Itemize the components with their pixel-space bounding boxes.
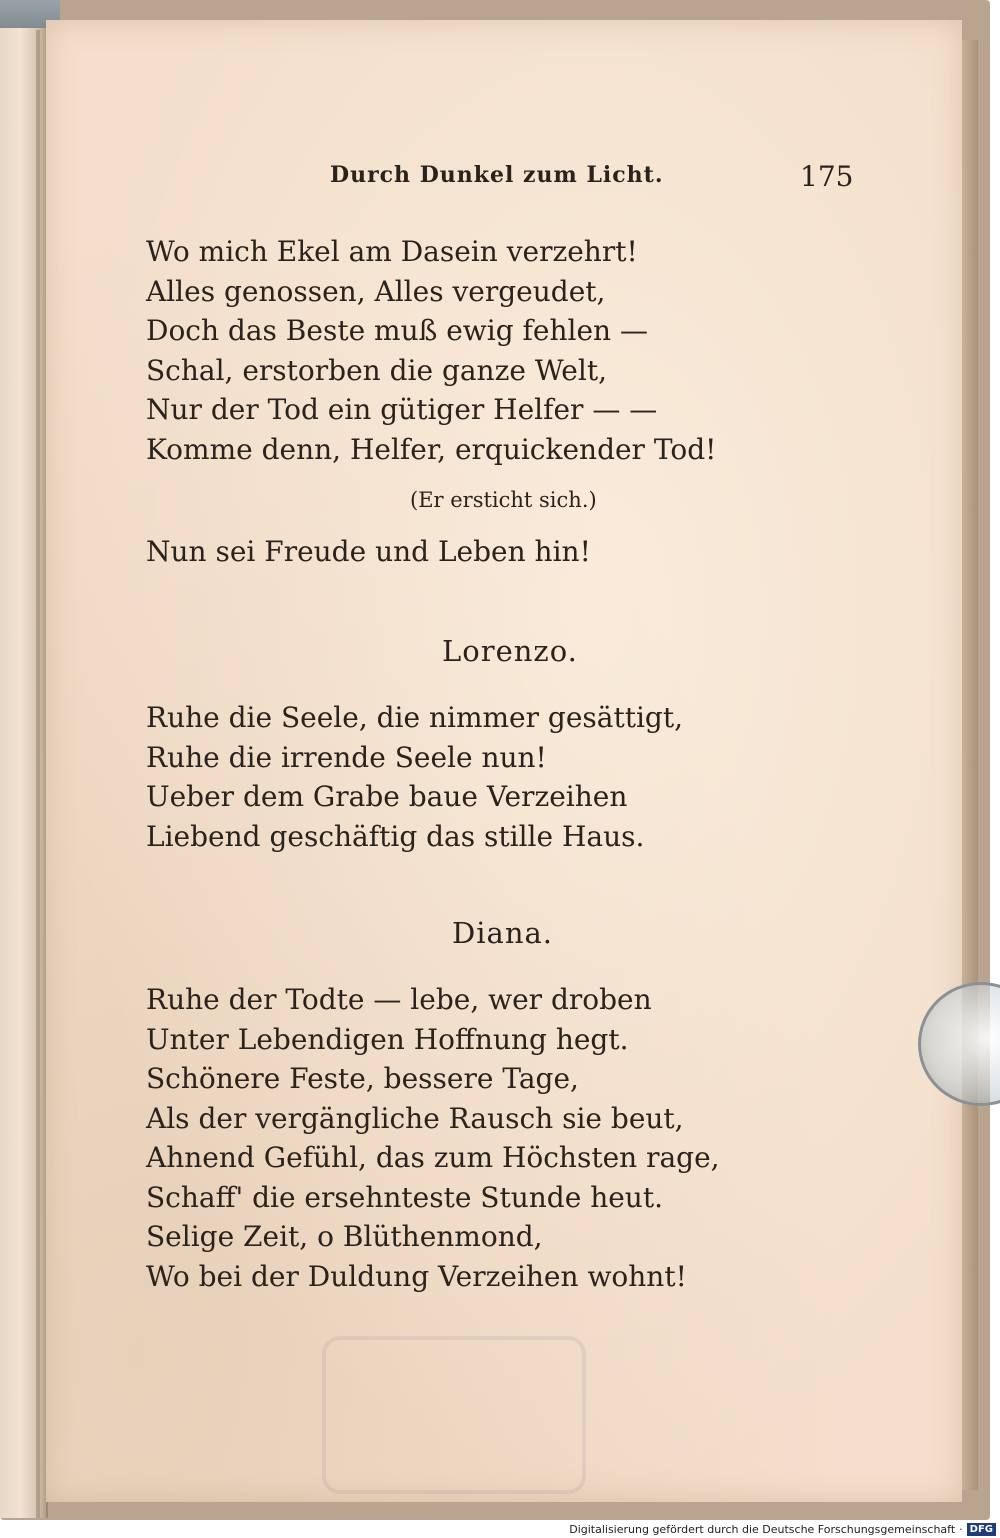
footer-text: Digitalisierung gefördert durch die Deutsche Forschungsgemeinschaft [569,1523,956,1536]
verse-line: Wo mich Ekel am Dasein verzehrt! [146,235,638,268]
verse-line: Als der vergängliche Rausch sie beut, [146,1101,684,1135]
verse-line: Ruhe die Seele, die nimmer gesättigt, [146,701,684,734]
verse-line: Alles genossen, Alles vergeudet, [146,274,606,308]
speaker-lorenzo: Lorenzo. [442,634,578,668]
verse-line: Nur der Tod ein gütiger Helfer — — [146,393,658,426]
verse-line: Doch das Beste muß ewig fehlen — [146,314,648,347]
stanza-1 [146,232,716,469]
verse-line: Schönere Feste, bessere Tage, [146,1062,579,1095]
verse-line: Liebend geschäftig das stille Haus. [146,819,645,853]
library-stamp [322,1336,586,1494]
stanza-3 [146,980,720,1296]
verse-line: Selige Zeit, o Blüthenmond, [146,1220,543,1253]
page-stack-edge [960,40,978,1490]
speaker-diana: Diana. [452,916,554,950]
verse-line: Schal, erstorben die ganze Welt, [146,353,607,387]
verse-line: Schaff' die ersehnteste Stunde heut. [146,1180,663,1214]
stanza-2 [146,698,683,856]
verse-line: Unter Lebendigen Hoffnung hegt. [146,1022,629,1056]
page-number: 175 [800,160,854,193]
stage-direction: (Er ersticht sich.) [410,488,597,512]
stanza-1-end [146,532,591,572]
verse-line: Ahnend Gefühl, das zum Höchsten rage, [146,1141,720,1174]
dfg-logo: DFG [967,1523,996,1536]
verse-line: Komme denn, Helfer, erquickender Tod! [146,432,717,466]
verse-line: Wo bei der Duldung Verzeihen wohnt! [146,1259,687,1293]
spine-line [36,30,40,1518]
verse-line: Ueber dem Grabe baue Verzeihen [146,780,628,813]
digitization-footer [569,1523,996,1536]
footer-separator: · [959,1523,963,1536]
verse-line: Ruhe die irrende Seele nun! [146,740,547,774]
previous-page-edge [0,28,48,1518]
verse-line: Ruhe der Todte — lebe, wer droben [146,983,652,1016]
verse-line: Nun sei Freude und Leben hin! [146,535,591,568]
running-head: Durch Dunkel zum Licht. [330,162,664,188]
